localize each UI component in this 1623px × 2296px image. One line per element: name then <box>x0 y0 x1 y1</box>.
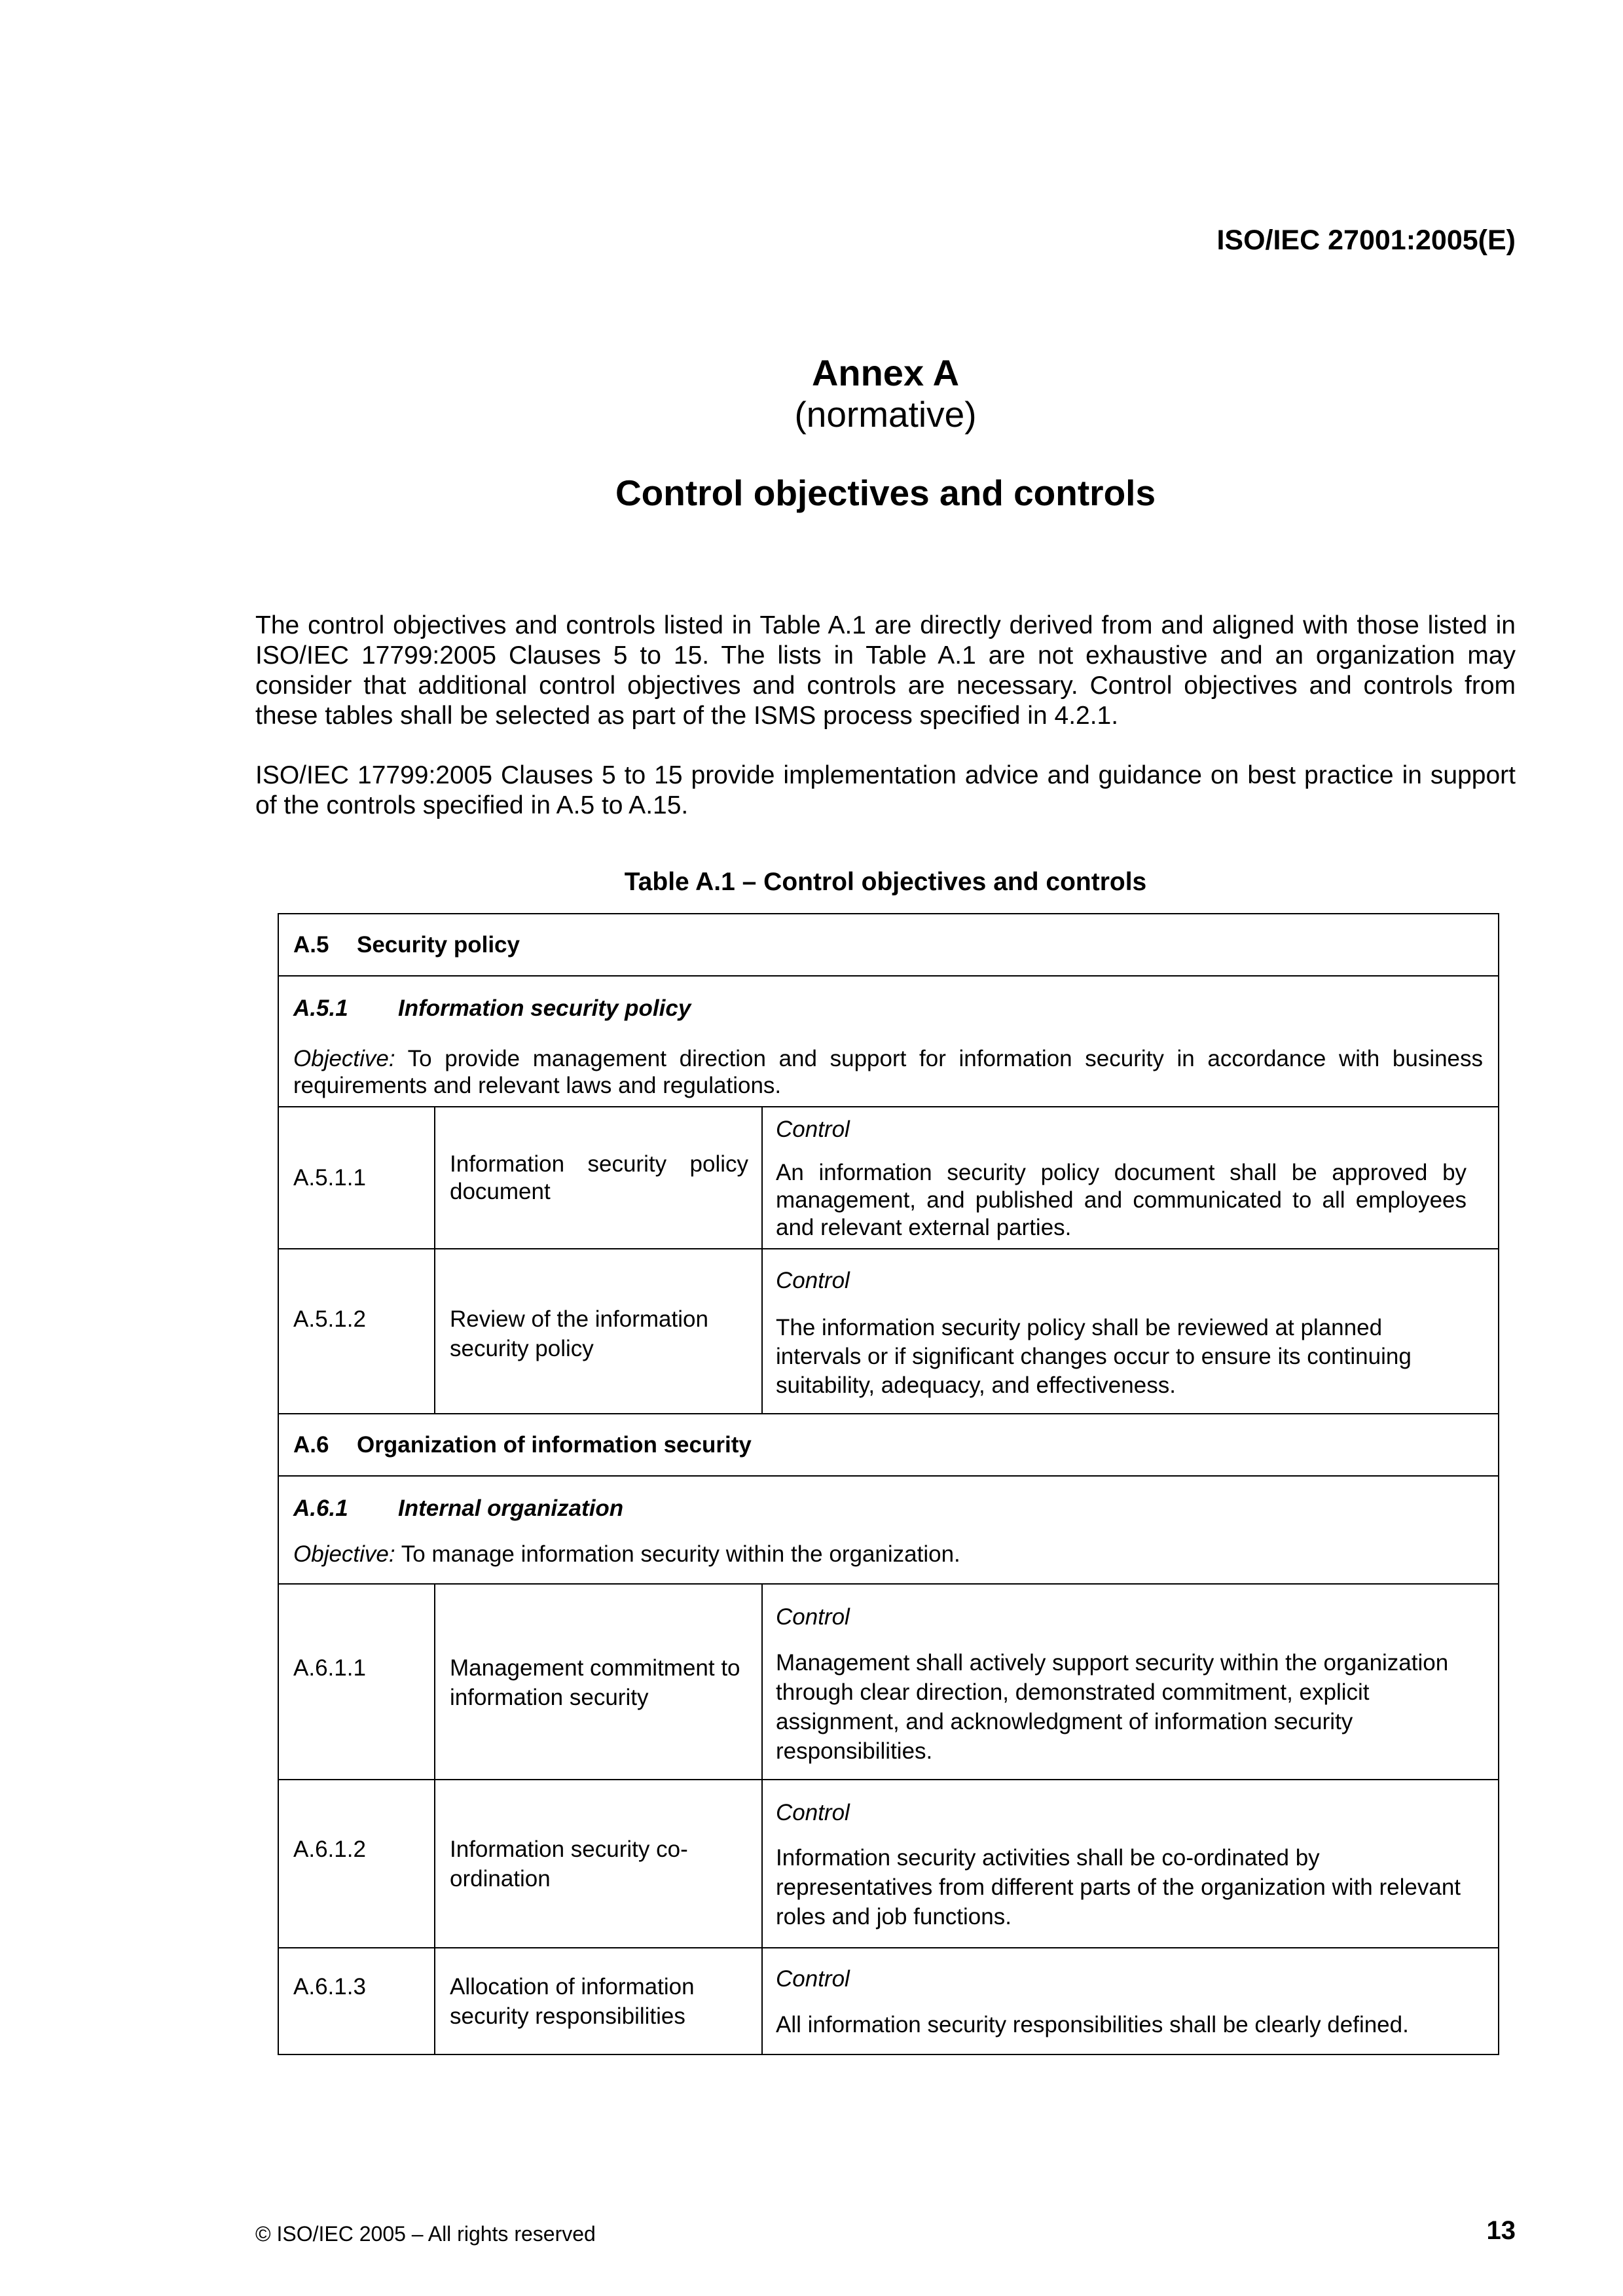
subsection-heading <box>293 995 1483 1022</box>
intro-paragraph-2: ISO/IEC 17799:2005 Clauses 5 to 15 provide implementation advice and guidance on best practice in support of the controls specified in A.5 to A.15. <box>255 761 1516 819</box>
control-label: Control <box>776 1117 850 1142</box>
control-id-cell <box>278 1107 435 1249</box>
subsection-row-a61 <box>278 1476 1499 1584</box>
annex-type: (normative) <box>794 394 977 435</box>
control-text: Management shall actively support security within the organization through clear direction, demonstrated commitment, explicit assignment, and acknowledgment of information security responsibilities. <box>776 1650 1449 1764</box>
control-id: A.6.1.2 <box>293 1837 366 1862</box>
control-name: Allocation of information security responsibilities <box>450 1974 695 2029</box>
control-name: Information security policy document <box>450 1151 748 1204</box>
footer-copyright: © ISO/IEC 2005 – All rights reserved <box>255 2222 596 2246</box>
control-id: A.6.1.3 <box>293 1974 366 2000</box>
control-name: Review of the information security policy <box>450 1306 708 1361</box>
subsection-number: A.5.1 <box>293 996 348 1021</box>
control-name: Management commitment to information security <box>450 1655 740 1710</box>
section-header-cell <box>278 1414 1499 1476</box>
page-number: 13 <box>1486 2216 1516 2245</box>
annex-heading: Control objectives and controls <box>615 473 1156 513</box>
control-name-cell <box>435 1249 762 1414</box>
control-label: Control <box>776 1604 850 1630</box>
control-row-a613 <box>278 1948 1499 2054</box>
control-id-cell <box>278 1780 435 1948</box>
objective-label: Objective: <box>293 1046 395 1071</box>
subsection-cell <box>278 1476 1499 1584</box>
subsection-heading <box>293 1495 1483 1522</box>
control-label: Control <box>776 1966 850 1992</box>
table-caption: Table A.1 – Control objectives and controls <box>624 868 1147 896</box>
control-body-cell <box>762 1948 1499 2054</box>
section-title: Security policy <box>357 931 520 958</box>
objective-text: To provide management direction and support for information security in accordance with business requirements and relevant laws and regulations. <box>293 1046 1484 1098</box>
control-text: Information security activities shall be co-ordinated by representatives from different parts of the organization with relevant roles and job functions. <box>776 1845 1461 1929</box>
objective-label: Objective: <box>293 1541 395 1567</box>
objective <box>293 1045 1483 1099</box>
section-header-cell <box>278 914 1499 976</box>
control-id: A.6.1.1 <box>293 1655 366 1681</box>
section-number: A.6 <box>293 1431 329 1458</box>
document-identifier: ISO/IEC 27001:2005(E) <box>1216 224 1516 256</box>
control-id-cell <box>278 1584 435 1780</box>
control-label: Control <box>776 1800 850 1825</box>
control-row-a611 <box>278 1584 1499 1780</box>
control-row-a511 <box>278 1107 1499 1249</box>
control-name-cell <box>435 1584 762 1780</box>
section-number: A.5 <box>293 931 329 958</box>
intro-paragraph-1: The control objectives and controls listed in Table A.1 are directly derived from and aligned with those listed in ISO/IEC 17799:2005 Clauses 5 to 15. The lists in Table A.1 are not exhaustive and an organization may consider that additional control objectives and controls are necessary. Control objectives and controls from these tables shall be selected as part of the ISMS process specified in 4.2.1. <box>255 611 1516 730</box>
control-name-cell <box>435 1107 762 1249</box>
subsection-title: Information security policy <box>398 996 691 1021</box>
control-name-cell <box>435 1948 762 2054</box>
annex-title: Annex A <box>811 352 960 393</box>
control-text: An information security policy document shall be approved by management, and published and communicated to all employees and relevant external parties. <box>776 1160 1467 1240</box>
section-row-a6 <box>278 1414 1499 1476</box>
control-name-cell <box>435 1780 762 1948</box>
subsection-cell <box>278 976 1499 1107</box>
control-label: Control <box>776 1268 850 1293</box>
control-name: Information security co-ordination <box>450 1837 688 1892</box>
control-text: All information security responsibilities shall be clearly defined. <box>776 2012 1409 2037</box>
control-row-a512 <box>278 1249 1499 1414</box>
control-id: A.5.1.1 <box>293 1164 366 1191</box>
control-text: The information security policy shall be reviewed at planned intervals or if significant changes occur to ensure its continuing suitability, adequacy, and effectiveness. <box>776 1315 1412 1398</box>
control-id-cell <box>278 1249 435 1414</box>
section-title: Organization of information security <box>357 1431 752 1458</box>
control-body-cell <box>762 1584 1499 1780</box>
controls-table <box>278 913 1499 2055</box>
section-row-a5 <box>278 914 1499 976</box>
control-id: A.5.1.2 <box>293 1306 366 1332</box>
control-row-a612 <box>278 1780 1499 1948</box>
subsection-row-a51 <box>278 976 1499 1107</box>
control-body-cell <box>762 1249 1499 1414</box>
subsection-number: A.6.1 <box>293 1496 348 1521</box>
control-id-cell <box>278 1948 435 2054</box>
objective-text: To manage information security within the organization. <box>401 1541 960 1567</box>
subsection-title: Internal organization <box>398 1496 624 1521</box>
control-body-cell <box>762 1780 1499 1948</box>
control-body-cell <box>762 1107 1499 1249</box>
objective <box>293 1541 1483 1568</box>
